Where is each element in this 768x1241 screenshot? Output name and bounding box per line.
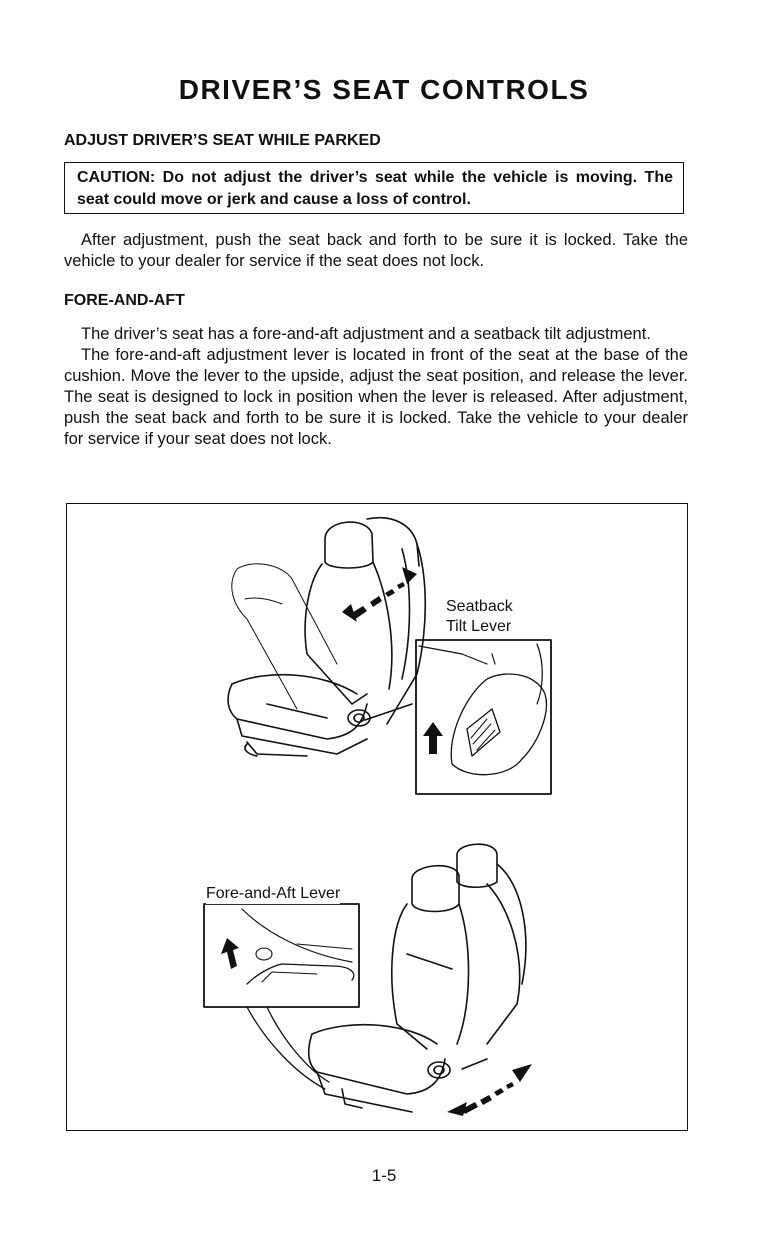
label-fore-aft-lever: Fore-and-Aft Lever [206,885,341,902]
headrest-upper [325,522,373,568]
parked-body [64,230,688,272]
section-heading-parked: ADJUST DRIVER’S SEAT WHILE PARKED [64,132,381,149]
fore-aft-body [64,324,688,450]
page-title: DRIVER’S SEAT CONTROLS [178,74,590,105]
tilt-arrow-right-head [402,567,417,584]
cushion-lower [309,1034,445,1094]
tilt-up-arrow [423,722,443,754]
ghost-seatback-outline [232,569,297,709]
fore-aft-lever-inset [204,904,359,1007]
label-tilt-lever: Tilt Lever [446,618,512,635]
seat-illustration [67,504,689,1132]
seat-controls-figure [66,503,688,1131]
headrest-lower-front [412,866,459,912]
fore-aft-para-1: The driver’s seat has a fore-and-aft adjustment and a seatback tilt adjustment. [81,325,651,343]
label-seatback: Seatback [446,598,513,615]
section-heading-fore-aft: FORE-AND-AFT [64,292,185,309]
fore-aft-para-2: The fore-and-aft adjustment lever is located in front of the seat at the base of the cushion. Move the lever to the upside, adjust the seat position, and release the lever. The seat is designed to lock in position when the lever is released. After adjustment, push the seat back and forth to be sure it is locked. Take the vehicle to your dealer for service if your seat does not lock. [64,346,688,448]
fore-aft-up-arrow [221,938,239,969]
caution-box: CAUTION: Do not adjust the driver’s seat while the vehicle is moving. The seat could move or jerk and cause a loss of control. [64,162,684,214]
page-number: 1-5 [371,1166,397,1185]
parked-body-text: After adjustment, push the seat back and forth to be sure it is locked. Take the vehicle to your dealer for service if the seat does not lock. [64,231,688,270]
headrest-lower-rear [457,844,497,887]
fore-aft-arrow-right-head [512,1064,532,1082]
